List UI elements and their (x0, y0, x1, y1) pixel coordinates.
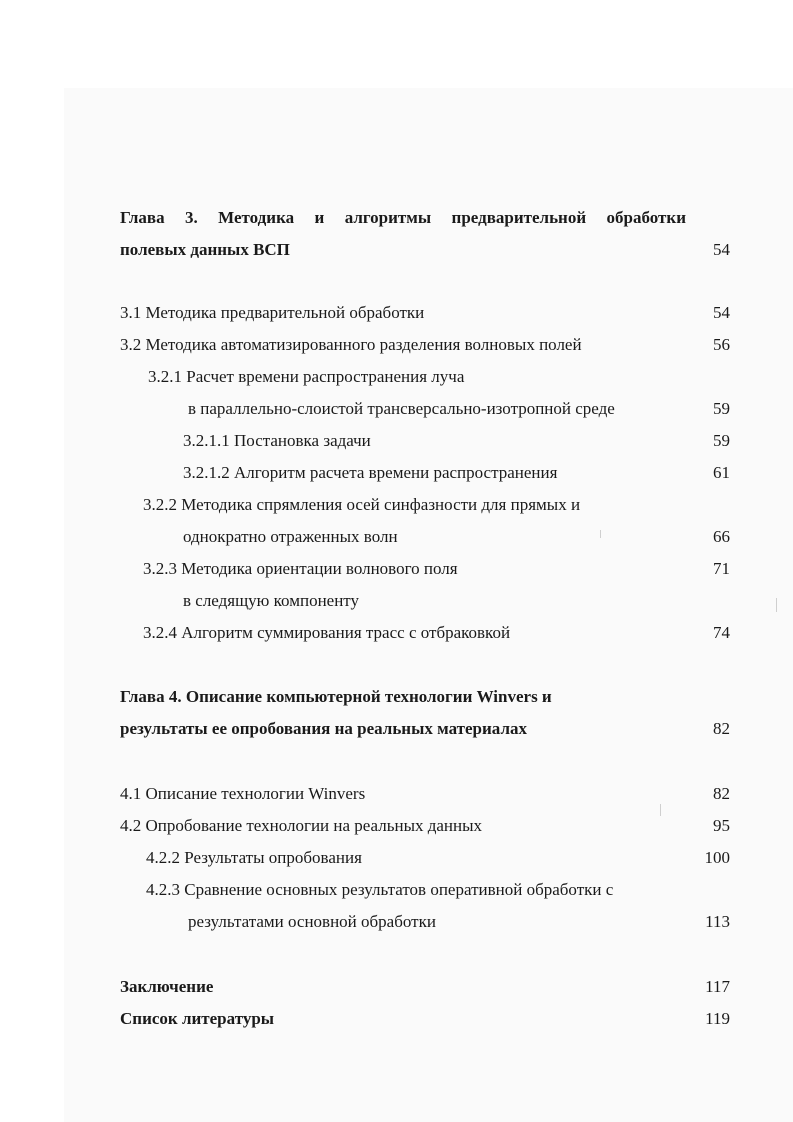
toc-conclusion-page: 117 (705, 977, 730, 996)
toc-entry-3-2-1-1-page: 59 (713, 431, 730, 450)
toc-entry-3-2-page: 56 (713, 335, 730, 354)
toc-entry-3-2-1-2: 3.2.1.2 Алгоритм расчета времени распространения (183, 463, 558, 482)
scan-speck (600, 530, 601, 538)
toc-entry-4-2-2: 4.2.2 Результаты опробования (146, 848, 362, 867)
toc-entry-3-2-3-page: 71 (713, 559, 730, 578)
toc-conclusion: Заключение (120, 977, 214, 996)
toc-entry-4-2-3-page: 113 (705, 912, 730, 931)
toc-entry-3-2-3: 3.2.3 Методика ориентации волнового поля (143, 559, 458, 578)
toc-entry-3-2-4-page: 74 (713, 623, 730, 642)
toc-entry-4-2-page: 95 (713, 816, 730, 835)
scan-speck (776, 598, 777, 612)
chapter-4-title-line-1: Глава 4. Описание компьютерной технологии Winvers и (120, 687, 552, 706)
toc-entry-3-2-3-cont: в следящую компоненту (183, 591, 360, 610)
toc-entry-3-2-2-page: 66 (713, 527, 730, 546)
toc-references-page: 119 (705, 1009, 730, 1028)
chapter-4-title-line-2: результаты ее опробования на реальных материалах (120, 719, 527, 738)
chapter-3-title-line-1: Глава 3. Методика и алгоритмы предварительной обработки (120, 208, 686, 227)
toc-entry-3-2-1-page: 59 (713, 399, 730, 418)
toc-entry-4-1: 4.1 Описание технологии Winvers (120, 784, 366, 803)
toc-entry-3-1: 3.1 Методика предварительной обработки (120, 303, 425, 322)
toc-entry-3-2-1-2-page: 61 (713, 463, 730, 482)
toc-entry-3-2: 3.2 Методика автоматизированного разделения волновых полей (120, 335, 582, 354)
toc-entry-4-2-3: 4.2.3 Сравнение основных результатов оперативной обработки с (146, 880, 614, 899)
toc-entry-3-2-4: 3.2.4 Алгоритм суммирования трасс с отбраковкой (143, 623, 511, 642)
toc-entry-3-2-1-1: 3.2.1.1 Постановка задачи (183, 431, 371, 450)
scan-speck (660, 804, 661, 816)
toc-references: Список литературы (120, 1009, 275, 1028)
toc-entry-3-2-2-cont: однократно отраженных волн (183, 527, 398, 546)
toc-entry-3-2-2: 3.2.2 Методика спрямления осей синфазности для прямых и (143, 495, 581, 514)
toc-entry-4-2: 4.2 Опробование технологии на реальных данных (120, 816, 483, 835)
toc-entry-4-2-2-page: 100 (704, 848, 730, 867)
toc-entry-3-2-1-cont: в параллельно-слоистой трансверсально-изотропной среде (188, 399, 615, 418)
toc-entry-4-1-page: 82 (713, 784, 730, 803)
toc-entry-3-2-1: 3.2.1 Расчет времени распространения луча (148, 367, 465, 386)
chapter-3-title-line-2: полевых данных ВСП (120, 240, 290, 259)
chapter-3-page: 54 (713, 240, 730, 259)
chapter-4-page: 82 (713, 719, 730, 738)
toc-entry-3-1-page: 54 (713, 303, 730, 322)
toc-entry-4-2-3-cont: результатами основной обработки (188, 912, 436, 931)
